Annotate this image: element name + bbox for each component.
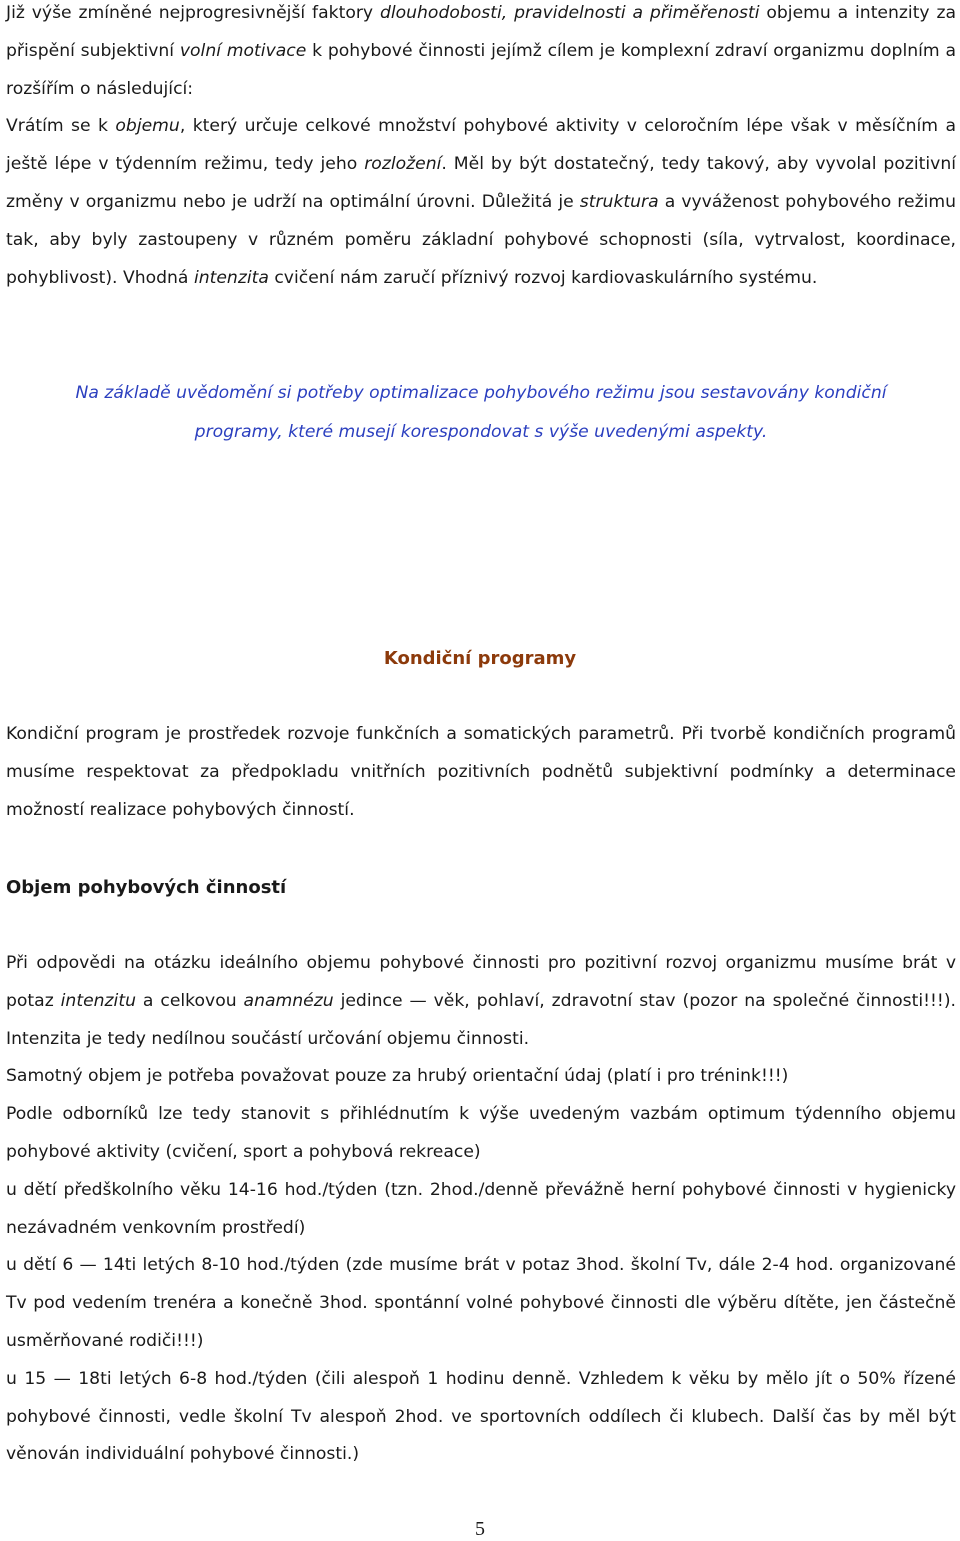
volume-line-c: Podle odborníků lze tedy stanovit s přihlédnutím k výše uvedeným vazbám optimum týdenního objemu pohybové aktivity (cvičení, sport a pohybová rekreace) — [6, 1104, 956, 1162]
paragraph-programs: Kondiční program je prostředek rozvoje funkčních a somatických parametrů. Při tvorbě kondičních programů musíme respektovat za předpokladu vnitřních pozitivních podnětů subjektivní podmínky a determinace možností realizace pohybových činností. — [6, 724, 956, 820]
intro-emphasis-5: struktura — [579, 191, 659, 212]
page-number: 5 — [475, 1518, 485, 1540]
volume-line-e: u dětí 6 — 14ti letých 8-10 hod./týden (zde musíme brát v potaz 3hod. školní Tv, dále 2-4 hod. organizované Tv pod vedením trenéra a konečně 3hod. spontánní volné pohybové činnosti dle výběru dítěte, jen částečně usměrňované rodiči!!!) — [6, 1255, 956, 1351]
intro-text-5: , který určuje celkové množství pohybové aktivity v celoročním lépe však v měsíčním a ještě lépe v týdenním režimu, tedy jeho — [6, 116, 956, 175]
intro-text-4: Vrátím se k — [6, 116, 116, 137]
volume-line-a — [6, 945, 956, 1058]
heading-programs: Kondiční programy — [383, 648, 577, 669]
heading-volume: Objem pohybových činností — [6, 877, 287, 898]
intro-text-7: a vyváženost pohybového režimu tak, aby byly zastoupeny v různém poměru základní pohybové schopnosti (síla, vytrvalost, koordinace, pohyblivost). Vhodná — [6, 191, 957, 288]
volume-line-d: u dětí předškolního věku 14-16 hod./týden (tzn. 2hod./denně převážně herní pohybové činnosti v hygienicky nezávadném venkovním prostředí) — [6, 1179, 956, 1238]
intro-emphasis-4: rozložení — [364, 154, 442, 175]
paragraph-intro — [6, 0, 956, 297]
intro-text-8: cvičení nám zaručí příznivý rozvoj kardiovaskulárního systému. — [268, 267, 818, 288]
intro-text-2: objemu a intenzity za přispění subjektivní — [6, 3, 957, 61]
volume-text-a1: Při odpovědi na otázku ideálního objemu pohybové činnosti pro pozitivní rozvoj organizmu musíme brát v potaz — [6, 953, 956, 1011]
volume-emphasis-1: intenzitu — [60, 990, 136, 1011]
volume-text-a3: a celkovou — [135, 990, 244, 1011]
volume-text-a5: jedince — věk, pohlaví, zdravotní stav (pozor na společné činnosti!!!). Intenzita je tedy nedílnou součástí určování objemu činnosti. — [6, 990, 956, 1049]
volume-line-f: u 15 — 18ti letých 6-8 hod./týden (čili alespoň 1 hodinu denně. Vzhledem k věku by mělo jít o 50% řízené pohybové činnosti, vedle školní Tv alespoň 2hod. ve sportovních oddílech či klubech. Další čas by měl být věnován individuální pohybové činnosti.) — [6, 1368, 956, 1465]
intro-emphasis-3: objemu — [115, 116, 180, 137]
intro-emphasis-2: volní motivace — [179, 40, 307, 61]
paragraph-volume — [6, 945, 956, 1474]
intro-text-3: k pohybové činnosti jejímž cílem je komplexní zdraví organizmu doplním a rozšířím o následující: — [6, 40, 956, 99]
intro-text-1: Již výše zmíněné nejprogresivnější faktory — [6, 3, 380, 23]
volume-line-b: Samotný objem je potřeba považovat pouze za hrubý orientační údaj (platí i pro trénink!!!) — [6, 1066, 789, 1087]
volume-emphasis-2: anamnézu — [243, 990, 334, 1011]
intro-emphasis-6: intenzita — [193, 267, 269, 288]
intro-text-6: . Měl by být dostatečný, tedy takový, aby vyvolal pozitivní změny v organizmu nebo je udrží na optimální úrovni. Důležitá je — [6, 154, 956, 212]
highlight-note: Na základě uvědomění si potřeby optimalizace pohybového režimu jsou sestavovány kondiční programy, které musejí korespondovat s výše uvedenými aspekty. — [75, 383, 887, 442]
intro-emphasis-1: dlouhodobosti, pravidelnosti a přiměřenosti — [379, 3, 760, 23]
